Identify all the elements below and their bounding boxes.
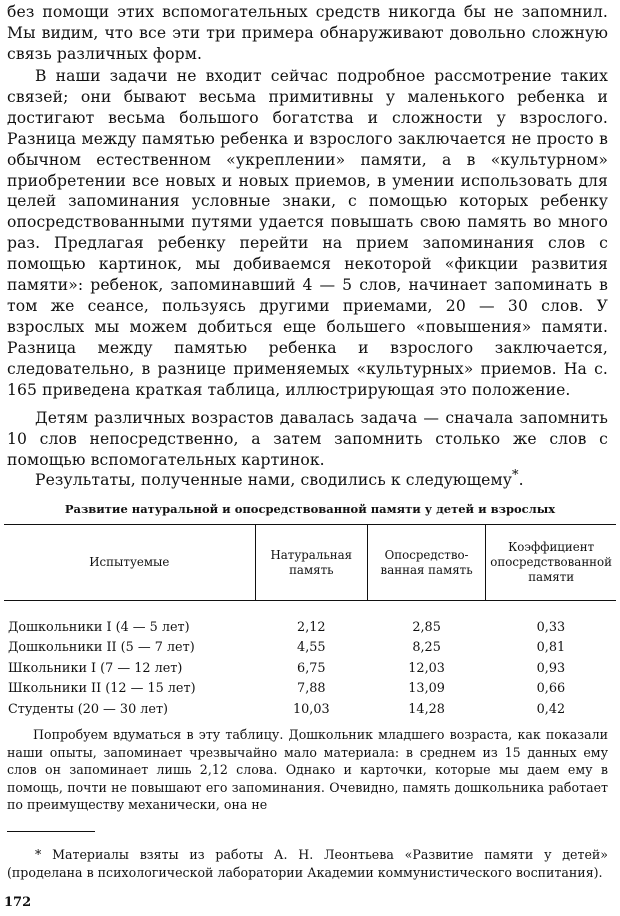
col-header-subjects: Испытуемые [4,525,255,601]
cell-mediated: 13,09 [408,681,445,697]
footnote-marker: * [35,847,42,862]
cell-subject: Дошкольники I (4 — 5 лет) [8,619,190,635]
cell-subject: Школьники II (12 — 15 лет) [8,681,196,697]
footnote-divider [7,831,95,832]
cell-subject: Студенты (20 — 30 лет) [8,701,169,717]
cell-mediated: 14,28 [408,701,445,717]
col-header-coefficient: Коэффициент опосредствованной памяти [486,525,616,601]
cell-subject: Дошкольники II (5 — 7 лет) [8,640,195,656]
footnote-marker: * [512,468,519,483]
results-intro-text: Результаты, полученные нами, сводились к следующему [35,471,513,490]
page-number: 172 [4,895,32,910]
cell-subject: Школьники I (7 — 12 лет) [8,660,183,676]
paragraph: Детям различных возрастов давалась задача — сначала запомнить 10 слов непосредственно, а затем запомнить столько же слов с помощью вспомогательных картинок. [7,409,608,469]
table-row [4,699,616,720]
col-header-mediated: Опосредство-ванная память [367,525,485,601]
cell-natural: 6,75 [297,660,326,676]
cell-coefficient: 0,66 [536,681,566,697]
table-row [4,679,616,700]
cell-natural: 7,88 [297,681,326,697]
cell-natural: 10,03 [292,701,330,717]
table-header-row [4,525,616,601]
cell-mediated: 12,03 [408,660,445,676]
small-print-paragraph: Попробуем вдуматься в эту таблицу. Дошкольник младшего возраста, как показали наши опыты, запоминает чрезвычайно мало материала: в среднем из 15 данных ему слов он запоминает лишь 2,12 слова. Однако и карточки, которые мы даем ему в помощь, почти не повышают его запоминания. Очевидно, память дошкольника работает по преимуществу механически, она не [7,727,608,813]
cell-natural: 2,12 [297,619,326,635]
footnote-text: Материалы взяты из работы А. Н. Леонтьева «Развитие памяти у детей» (проделана в психологической лаборатории Академии коммунистического воспитания). [7,847,608,880]
table-row [4,638,616,659]
cell-coefficient: 0,93 [536,660,566,676]
col-header-natural: Натуральная память [255,525,367,601]
memory-table [4,524,616,720]
paragraph: без помощи этих вспомогательных средств никогда бы не запомнил. Мы видим, что все эти три примера обнаруживают довольно сложную связь различных форм. [7,3,608,63]
table-row [4,601,616,638]
table-caption: Развитие натуральной и опосредствованной памяти у детей и взрослых [64,502,556,516]
footnote [7,846,608,881]
cell-mediated: 8,25 [412,640,441,656]
paragraph: В наши задачи не входит сейчас подробное рассмотрение таких связей; они бывают весьма примитивны у маленького ребенка и достигают весьма большого богатства и сложности у взрослого. Разница между памятью ребенка и взрослого заключается не просто в обычном естественном «укреплении» памяти, а в «культурном» приобретении все новых и новых приемов, в умении использовать для целей запоминания условные знаки, с помощью которых ребенку опосредствованными путями удается повышать свою память во много раз. Предлагая ребенку перейти на прием запоминания слов с помощью картинок, мы добиваемся некоторой «фикции развития памяти»: ребенок, запоминавший 4 — 5 слов, начинает запоминать в том же сеансе, пользуясь другими приемами, 20 — 30 слов. У взрослых мы можем добиться еще большего «повышения» памяти. Разница между памятью ребенка и взрослого заключается, следовательно, в разнице применяемых «культурных» приемов. На с. 165 приведена краткая таблица, иллюстрирующая это положение. [7,67,608,399]
cell-natural: 4,55 [297,640,326,656]
paragraph-results-intro: Результаты, полученные нами, сводились к следующему*. [35,468,524,490]
cell-coefficient: 0,42 [536,701,566,717]
cell-coefficient: 0,33 [536,619,566,635]
table-row [4,658,616,679]
cell-mediated: 2,85 [412,619,441,635]
cell-coefficient: 0,81 [536,640,566,656]
